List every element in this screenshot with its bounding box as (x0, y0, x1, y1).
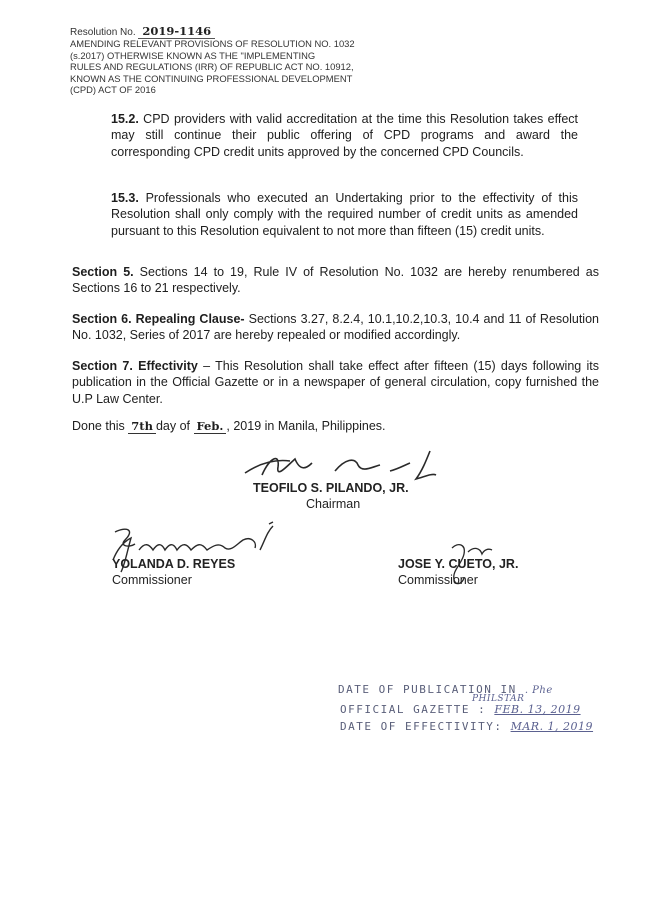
stamp-label: OFFICIAL GAZETTE : (340, 703, 487, 716)
stamp-handwriting: MAR. 1, 2019 (510, 720, 594, 733)
section-heading: Section 7. Effectivity (72, 359, 198, 373)
done-suffix: , 2019 in Manila, Philippines. (226, 419, 386, 433)
section-text: Sections 3.27, 8.2.4, 10.1,10.2,10.3, 10.4 and 11 of Resolution No. 1032, Series of 2017 are hereby repealed or modified accordingly. (72, 312, 599, 343)
section-text: Sections 14 to 19, Rule IV of Resolution No. 1032 are hereby renumbered as Sections 16 to 21 respectively. (72, 265, 599, 296)
section-7 (72, 358, 599, 407)
header-line: (s.2017) OTHERWISE KNOWN AS THE "IMPLEMENTING (70, 49, 316, 61)
stamp-line-effectivity (340, 720, 593, 733)
month-fill: Feb. (194, 419, 227, 434)
header-line: (CPD) ACT OF 2016 (70, 84, 156, 96)
resolution-label: Resolution No. (70, 27, 136, 38)
done-prefix: Done this (72, 419, 129, 433)
header-line: AMENDING RELEVANT PROVISIONS OF RESOLUTION NO. 1032 (70, 38, 355, 50)
reyes-name: YOLANDA D. REYES (112, 557, 236, 571)
paragraph-number: 15.2. (111, 112, 139, 126)
section-heading: Section 6. Repealing Clause- (72, 312, 245, 326)
section-5 (72, 264, 599, 297)
chairman-signature-icon (240, 445, 450, 485)
done-line (72, 418, 599, 434)
header-line: KNOWN AS THE CONTINUING PROFESSIONAL DEVELOPMENT (70, 72, 353, 84)
stamp-line-gazette (340, 703, 581, 716)
done-middle: day of (155, 419, 194, 433)
resolution-number-line (70, 26, 355, 38)
stamp-label: DATE OF PUBLICATION IN (338, 683, 517, 696)
reyes-title: Commissioner (112, 573, 192, 587)
section-text: – This Resolution shall take effect after fifteen (15) days following its publication in the Official Gazette or in a newspaper of general circulation, copy furnished the U.P Law Center. (72, 359, 599, 406)
paragraph-number: 15.3. (111, 191, 139, 205)
section-heading: Section 5. (72, 265, 134, 279)
day-fill: 7th (128, 419, 156, 434)
section-6 (72, 311, 599, 344)
header-line: RULES AND REGULATIONS (IRR) OF REPUBLIC ACT NO. 10912, (70, 61, 354, 73)
paragraph-text: CPD providers with valid accreditation at the time this Resolution takes effect may still continue their public offering of CPD programs and award the corresponding CPD credit units approved by the concerned CPD Councils. (111, 112, 578, 159)
paragraph-15-2 (111, 111, 578, 160)
resolution-number: 2019-1146 (138, 24, 215, 39)
paragraph-15-3 (111, 190, 578, 239)
chairman-name: TEOFILO S. PILANDO, JR. (253, 481, 409, 495)
paragraph-text: Professionals who executed an Undertaking prior to the effectivity of this Resolution shall only comply with the required number of credit units as amended pursuant to this Resolution equivalent to not more than fifteen (15) credit units. (111, 191, 578, 238)
cueto-title: Commissioner (398, 573, 478, 587)
stamp-label: DATE OF EFFECTIVITY: (340, 720, 503, 733)
stamp-handwriting: . Phe (524, 685, 553, 696)
stamp-handwriting: FEB. 13, 2019 (494, 703, 581, 716)
stamp-handwriting: PHILSTAR (472, 694, 525, 704)
cueto-name: JOSE Y. CUETO, JR. (398, 557, 519, 571)
resolution-header (70, 26, 355, 95)
chairman-title: Chairman (306, 497, 361, 511)
